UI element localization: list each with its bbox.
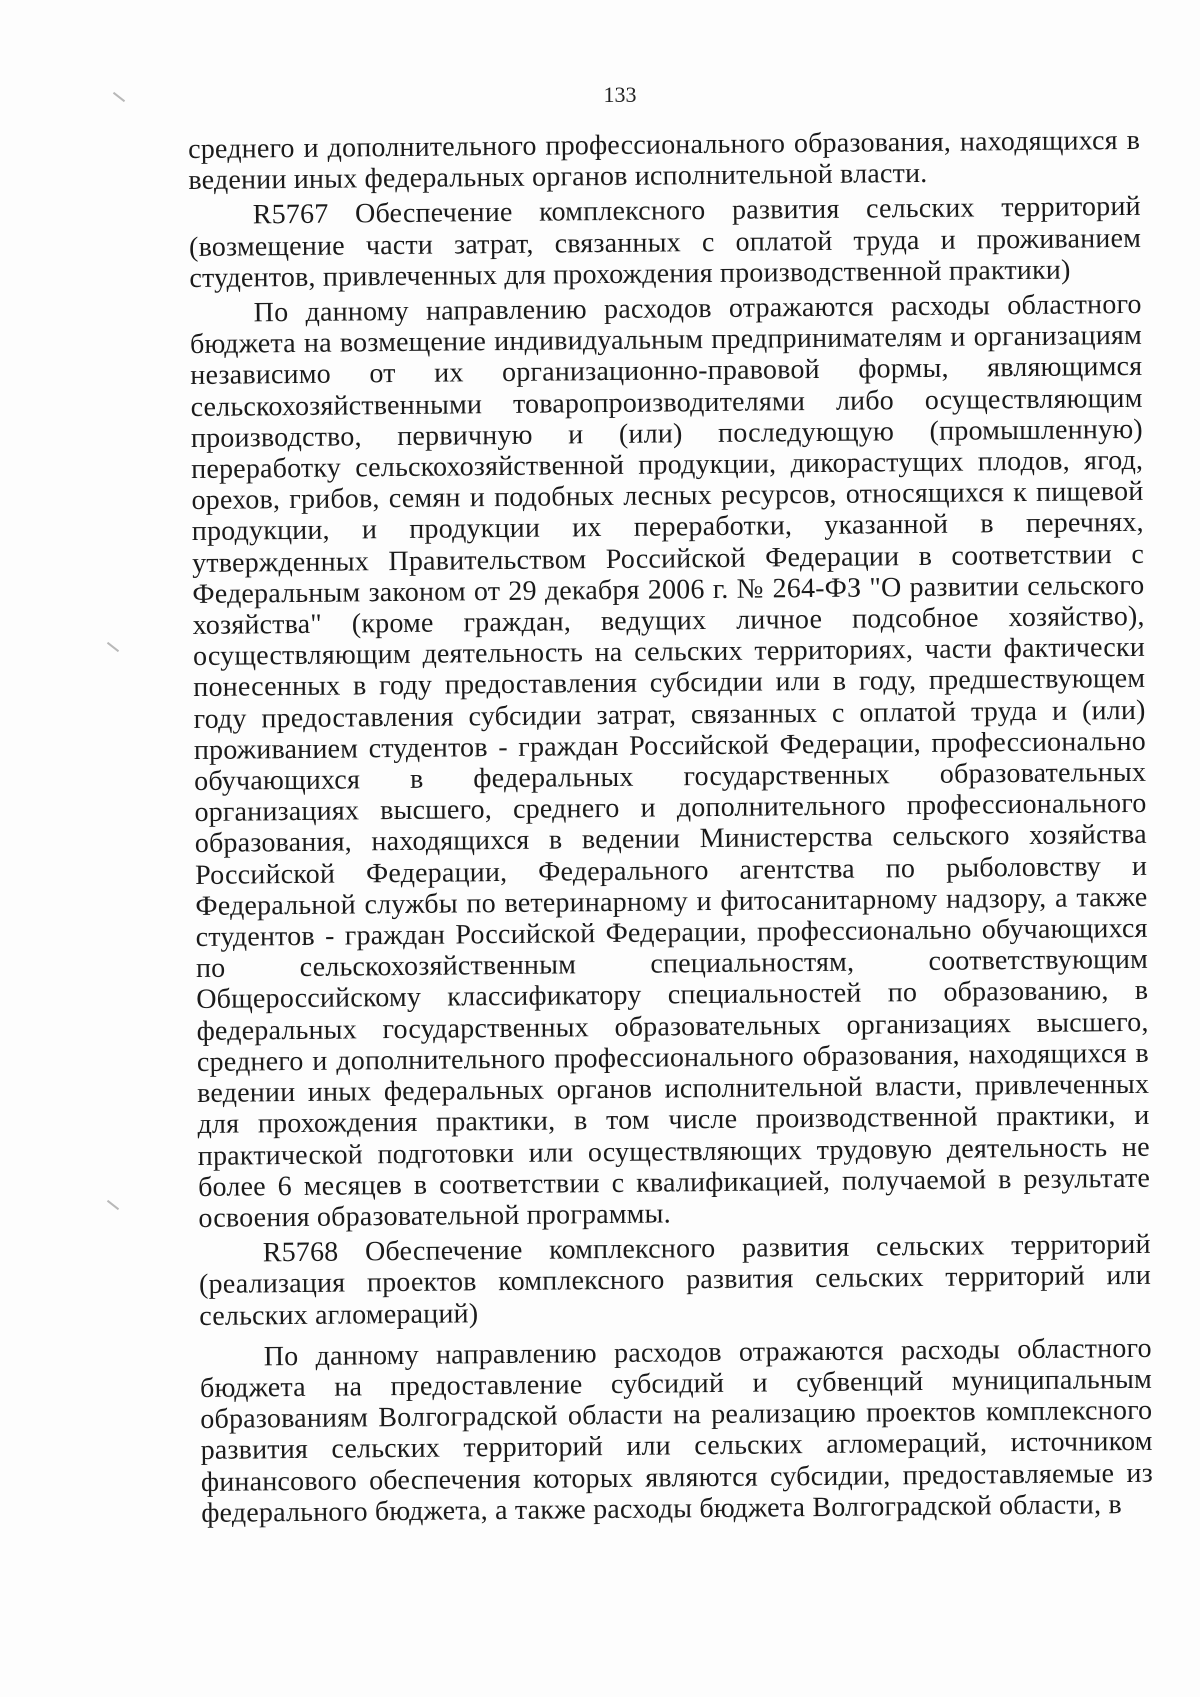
section-heading-r5767: R5767 Обеспечение комплексного развития сельских территорий (возмещение части затрат, связанных с оплатой труда и проживанием студентов, привлеченных для прохождения производственной практики) [188,191,1142,294]
document-body [188,125,1153,1529]
paragraph-r5767-description: По данному направлению расходов отражаются расходы областного бюджета на возмещение индивидуальным предпринимателям и организациям независимо от их организационно-правовой формы, являющимся сельскохозяйственными товаропроизводителями либо осуществляющим производство, первичную и (или) последующую (промышленную) переработку сельскохозяйственной продукции, дикорастущих плодов, ягод, орехов, грибов, семян и подобных лесных ресурсов, относящихся к пищевой продукции, и продукции их переработки, указанной в перечнях, утвержденных Правительством Российской Федерации в соответствии с Федеральным законом от 29 декабря 2006 г. № 264-ФЗ "О развитии сельского хозяйства" (кроме граждан, ведущих личное подсобное хозяйство), осуществляющим деятельность на сельских территориях, части фактически понесенных в году предоставления субсидии или в году, предшествующем году предоставления субсидии затрат, связанных с оплатой труда и (или) проживанием студентов - граждан Российской Федерации, профессионально обучающихся в федеральных государственных образовательных организациях высшего, среднего и дополнительного профессионального образования, находящихся в ведении Министерства сельского хозяйства Российской Федерации, Федерального агентства по рыболовству и Федеральной службы по ветеринарному и фитосанитарному надзору, а также студентов - граждан Российской Федерации, профессионально обучающихся по сельскохозяйственным специальностям, соответствующим Общероссийскому классификатору специальностей по образованию, в федеральных государственных образовательных организациях высшего, среднего и дополнительного профессионального образования, находящихся в ведении иных федеральных органов исполнительной власти, привлеченных для прохождения практики, в том числе производственной практики, и практической подготовки или осуществляющих трудовую деятельность не более 6 месяцев в соответствии с квалификацией, получаемой в результате освоения образовательной программы. [189,288,1151,1234]
scan-mark [107,642,119,652]
paragraph-continuation: среднего и дополнительного профессионального образования, находящихся в ведении иных федеральных органов исполнительной власти. [188,124,1141,197]
section-heading-r5768: R5768 Обеспечение комплексного развития сельских территорий (реализация проектов комплексного развития сельских территорий или сельских агломераций) [198,1228,1152,1332]
scan-mark [107,1200,119,1210]
page-number: 133 [603,82,637,107]
paragraph-r5768-description: По данному направлению расходов отражаются расходы областного бюджета на предоставление субсидий и субвенций муниципальным образованиям Волгоградской области на реализацию проектов комплексного развития сельских территорий или сельских агломераций, источником финансового обеспечения которых являются субсидии, предоставляемые из федерального бюджета, а также расходы бюджета Волгоградской области, в [199,1332,1154,1529]
